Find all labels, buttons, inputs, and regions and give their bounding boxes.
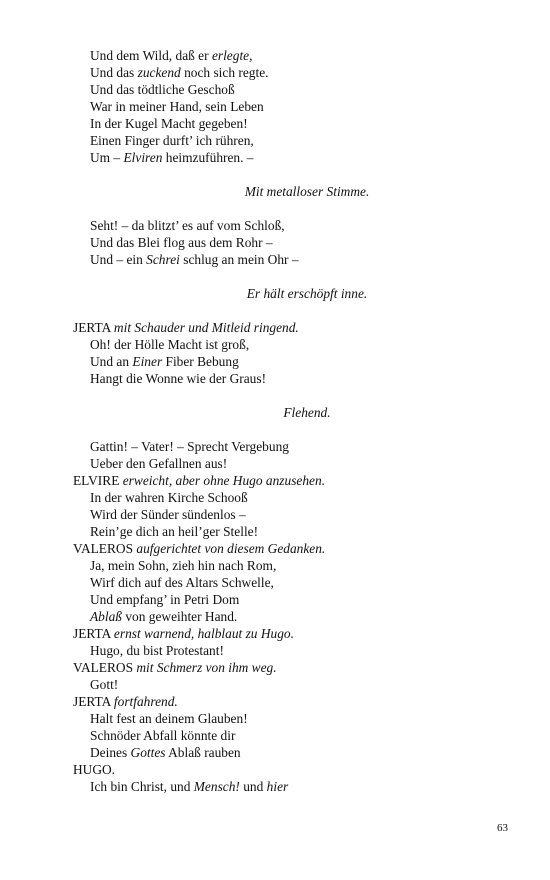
speaker-line <box>73 761 115 778</box>
page-number: 63 <box>497 822 508 834</box>
speaker-name: VALEROS <box>73 660 134 675</box>
emphasis-text: Elviren <box>123 150 163 165</box>
speaker-line <box>73 659 277 676</box>
verse-text: Hugo, du bist Protestant! <box>90 643 224 658</box>
stage-direction-text: Flehend. <box>283 405 331 420</box>
speaker-name: HUGO. <box>73 762 116 777</box>
stage-note: fortfahrend. <box>113 694 178 709</box>
verse-line <box>90 47 252 64</box>
verse-line <box>90 234 273 251</box>
verse-text: Gattin! – Vater! – Sprecht Vergebung <box>90 439 289 454</box>
verse-text: Und empfang’ in Petri Dom <box>90 592 240 607</box>
verse-text: Und – ein <box>90 252 147 267</box>
verse-text: Seht! – da blitzt’ es auf vom Schloß, <box>90 218 285 233</box>
verse-text: Gott! <box>90 677 119 692</box>
verse-text: In der Kugel Macht gegeben! <box>90 116 248 131</box>
verse-text: Ich bin Christ, und <box>90 779 194 794</box>
stage-note: mit Schmerz von ihm weg. <box>136 660 277 675</box>
verse-text: Hangt die Wonne wie der Graus! <box>90 371 267 386</box>
verse-text: Ueber den Gefallnen aus! <box>90 456 228 471</box>
verse-line <box>90 710 248 727</box>
verse-line <box>90 251 299 268</box>
verse-line <box>90 64 269 81</box>
speaker-name: JERTA <box>73 320 111 335</box>
speaker-name: ELVIRE <box>73 473 120 488</box>
verse-line <box>90 557 276 574</box>
emphasis-text: zuckend <box>137 65 181 80</box>
verse-line <box>90 608 237 625</box>
emphasis-text: Einer <box>132 354 163 369</box>
verse-text: heimzuführen. – <box>162 150 254 165</box>
verse-text: Wird der Sünder sündenlos – <box>90 507 246 522</box>
verse-text: Rein’ge dich an heil’ger Stelle! <box>90 524 259 539</box>
verse-text: schlug an mein Ohr – <box>179 252 299 267</box>
emphasis-text: Gottes <box>130 745 166 760</box>
verse-text: Und das Blei flog aus dem Rohr – <box>90 235 273 250</box>
verse-text: Und das <box>90 65 138 80</box>
verse-text: In der wahren Kirche Schooß <box>90 490 248 505</box>
verse-line <box>90 574 274 591</box>
verse-line <box>90 132 254 149</box>
verse-text: Um – <box>90 150 124 165</box>
speaker-line <box>73 693 178 710</box>
verse-line <box>90 98 264 115</box>
verse-text: Deines <box>90 745 131 760</box>
verse-line <box>90 370 266 387</box>
emphasis-text: erlegte, <box>211 48 253 63</box>
speaker-line <box>73 319 299 336</box>
emphasis-text: Mensch! <box>193 779 240 794</box>
verse-text: Schnöder Abfall könnte dir <box>90 728 236 743</box>
stage-direction-text: Mit metalloser Stimme. <box>244 184 370 199</box>
verse-line <box>90 353 239 370</box>
verse-text: und <box>239 779 267 794</box>
verse-line <box>90 489 248 506</box>
verse-line <box>90 523 258 540</box>
verse-text: Wirf dich auf des Altars Schwelle, <box>90 575 274 590</box>
verse-text: Und an <box>90 354 133 369</box>
verse-text: Fiber Bebung <box>162 354 239 369</box>
stage-note: erweicht, aber ohne Hugo anzusehen. <box>122 473 326 488</box>
verse-line <box>90 727 235 744</box>
stage-direction-text: Er hält erschöpft inne. <box>246 286 368 301</box>
verse-line <box>90 438 289 455</box>
verse-line <box>90 506 246 523</box>
stage-direction <box>0 285 550 302</box>
stage-direction <box>0 404 550 421</box>
verse-text: Ablaß rauben <box>165 745 241 760</box>
emphasis-text: Schrei <box>146 252 180 267</box>
verse-line <box>90 115 248 132</box>
verse-line <box>90 217 285 234</box>
verse-line <box>90 81 235 98</box>
verse-line <box>90 642 224 659</box>
verse-text: War in meiner Hand, sein Leben <box>90 99 264 114</box>
verse-line <box>90 149 254 166</box>
verse-text: Oh! der Hölle Macht ist groß, <box>90 337 250 352</box>
speaker-name: JERTA <box>73 694 111 709</box>
verse-line <box>90 744 241 761</box>
verse-text: Einen Finger durft’ ich rühren, <box>90 133 254 148</box>
verse-text: Und das tödtliche Geschoß <box>90 82 235 97</box>
verse-line <box>90 676 118 693</box>
verse-text: Ja, mein Sohn, zieh hin nach Rom, <box>90 558 277 573</box>
verse-text: von geweihter Hand. <box>122 609 238 624</box>
speaker-name: JERTA <box>73 626 111 641</box>
speaker-name: VALEROS <box>73 541 134 556</box>
speaker-line <box>73 540 325 557</box>
speaker-line <box>73 625 294 642</box>
speaker-line <box>73 472 325 489</box>
verse-line <box>90 336 249 353</box>
stage-note: ernst warnend, halblaut zu Hugo. <box>113 626 294 641</box>
stage-note: mit Schauder und Mitleid ringend. <box>113 320 299 335</box>
stage-note: aufgerichtet von diesem Gedanken. <box>136 541 326 556</box>
emphasis-text: Ablaß <box>90 609 122 624</box>
verse-line <box>90 778 288 795</box>
verse-text: Und dem Wild, daß er <box>90 48 212 63</box>
verse-text: noch sich regte. <box>180 65 269 80</box>
verse-text: Halt fest an deinem Glauben! <box>90 711 248 726</box>
verse-line <box>90 455 227 472</box>
stage-direction <box>0 183 550 200</box>
emphasis-text: hier <box>266 779 289 794</box>
verse-line <box>90 591 239 608</box>
